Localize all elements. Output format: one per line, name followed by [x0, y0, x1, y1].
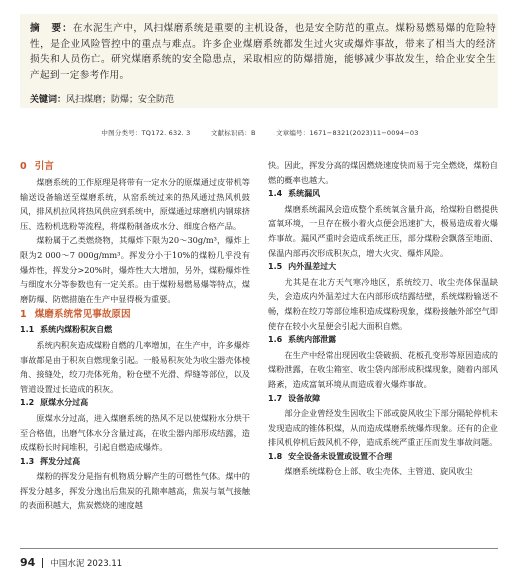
keywords [30, 92, 174, 105]
article-number: 文章编号：1671−8321(2023)11−0094−03 [275, 129, 419, 137]
paragraph: 快。因此，挥发分高的煤因燃烧速度快而易于完全燃烧，煤粉自燃的概率也越大。 [268, 160, 498, 185]
journal-name: 中国水泥 2023.11 [50, 558, 123, 569]
page-number: 94 [20, 556, 36, 569]
paragraph: 煤磨系统煤粉仓上部、收尘壳体、主管道、旋风收尘 [284, 466, 473, 477]
paragraph: 在生产中经常出现因收尘袋破损、花板孔变形等原因造成的煤粉泄露，在收尘箱室、收尘袋内部形成积煤现象，随着内部风路紊，造成富氧环境从而造成着火爆炸事故。 [268, 349, 498, 389]
paragraph: 原煤水分过高，进入煤磨系统的热风不足以使煤粉水分烘干至合格值，出磨气体水分含量过高，在收尘器内部形成结露，造成煤粉长时间堆积，引起自燃造成爆炸。 [20, 412, 250, 453]
left-column [20, 158, 250, 513]
section-heading-intro: 0 引言 [20, 161, 54, 172]
footer-divider [20, 548, 498, 549]
page-footer [20, 556, 122, 569]
abstract-text: 在水泥生产中，风扫煤磨系统是重要的主机设备，也是安全防范的重点。煤粉易燃易爆的危险特性，是企业风险管控中的重点与难点。许多企业煤磨系统都发生过火灾或爆炸事故，带来了相当大的经济损失和人员伤亡。研究煤磨系统的安全隐患点，采取相应的防爆措施，能够减少事故发生，给企业安全生产起到一定参考作用。 [30, 23, 497, 81]
subsection-heading: 1.2 原煤水分过高 [20, 398, 89, 408]
subsection-heading: 1.5 内外温差过大 [268, 262, 337, 272]
abstract [30, 21, 496, 83]
keywords-label: 关键词： [30, 95, 67, 105]
paragraph: 煤磨系统的工作原理是将带有一定水分的原煤通过皮带机等输送设备输送至煤磨系统，从窑系统过来的热风通过热风机鼓风，排风机拉风将热风供应到系统中，原煤通过球磨机内钢球挤压、选粉机选粉等流程，将煤粉制备成水分、细度合格产品。 [20, 177, 250, 231]
document-code: 文献标识码：B [210, 129, 256, 137]
paragraph: 煤粉属于乙类燃烧物，其爆炸下限为20～30g/m³，爆炸上限为2 000～7 000g/mm³。挥发分小于10%的煤粉几乎没有爆炸性，挥发分>20%时，爆炸性大大增加，另外，煤粉爆炸性与细度水分等参数也有一定关系。由于煤粉易燃易爆等特点，煤磨防爆、防燃措施在生产中显得极为重要。 [20, 235, 250, 304]
paragraph: 煤粉的挥发分是指有机物质分解产生的可燃性气体。煤中的挥发分越多，挥发分逸出后焦炭的孔隙率越高，焦炭与氧气接触的表面积越大，焦炭燃烧的速度越 [20, 471, 250, 511]
clc-number: 中图分类号：TQ172. 632. 3 [101, 129, 191, 137]
paragraph: 部分企业曾经发生因收尘下部或旋风收尘下部分隔轮停机未发现造成的锥体积煤，从而造成煤磨系统爆炸现象。还有的企业排风机停机后鼓风机不停，造成系统严重正压而发生事故问题。 [268, 408, 498, 448]
paragraph: 尤其是在北方天气寒冷地区，系统绞刀、收尘壳体保温缺失，会造成内外温差过大在内部形成结露结壁，系统煤粉输送不畅，煤粉在绞刀等部位堆积造成煤粉现象，煤粉接触外部空气即使存在较小火星便会引起大面积自燃。 [268, 276, 498, 331]
abstract-label: 摘 要： [30, 23, 73, 34]
subsection-heading: 1.1 系统内煤粉积灰自燃 [20, 325, 113, 335]
subsection-heading: 1.8 安全设备未设置或设置不合理 [268, 451, 393, 461]
subsection-heading: 1.3 挥发分过高 [20, 456, 81, 466]
article-meta [0, 128, 520, 137]
footer-separator [42, 558, 43, 568]
right-column [268, 158, 498, 479]
subsection-heading: 1.4 系统漏风 [268, 189, 321, 199]
paragraph: 系统内积灰造成煤粉自燃的几率增加，在生产中，许多爆炸事故都是由于积灰自燃现象引起。一般易积灰处为收尘器壳体棱角、接缝处，绞刀壳体死角，粉仓壁不光滑、焊缝等部位，以及管道设置过长造成的积灰。 [20, 339, 250, 394]
subsection-heading: 1.6 系统内部泄露 [268, 335, 337, 345]
subsection-heading: 1.7 设备故障 [268, 393, 321, 403]
keywords-text: 风扫煤磨；防爆；安全防范 [66, 95, 175, 105]
paragraph: 煤磨系统漏风会造成整个系统氧含量升高，给煤粉自燃提供富氧环境，一旦存在极小着火点便会迅速扩大，极易造成着火爆炸事故。漏风严重时会造成系统正压，部分煤粉会飘落至地面、保温内部再次形成积灰点，增大火灾、爆炸风险。 [268, 203, 498, 258]
section-heading-causes: 1 煤磨系统常见事故原因 [20, 309, 131, 321]
